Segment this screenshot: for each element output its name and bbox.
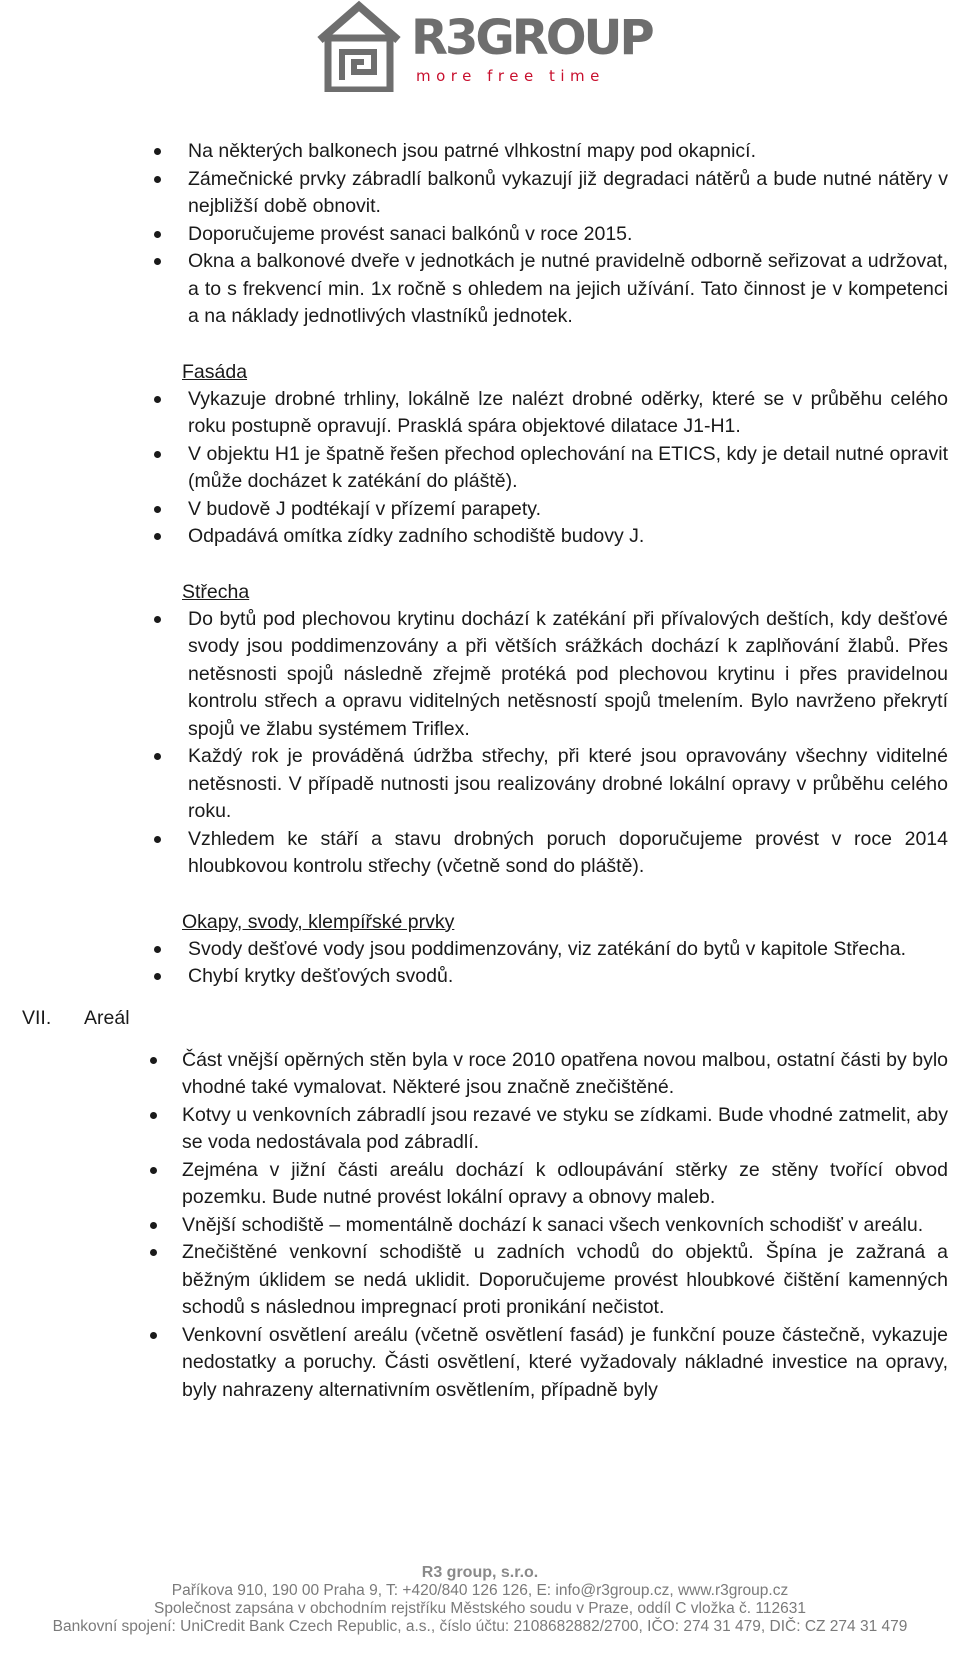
page-footer [0, 1564, 960, 1636]
list-item: Znečištěné venkovní schodiště u zadních vchodů do objektů. Špína je zažraná a běžným úklidem se nedá uklidit. Doporučujeme provést hloubkové čištění kamenných schodů s následnou impregnací proti pronikání nečistot. [0, 1239, 960, 1322]
list-item: Zejména v jižní části areálu dochází k odloupávání stěrky ze stěny tvořící obvod pozemku. Bude nutné provést lokální opravy a obnovy maleb. [0, 1157, 960, 1212]
list-item: V budově J podtékají v přízemí parapety. [0, 496, 960, 524]
list-item: Chybí krytky dešťových svodů. [0, 963, 960, 991]
house-logo-icon [316, 0, 402, 92]
list-item: Část vnější opěrných stěn byla v roce 2010 opatřena novou malbou, ostatní části by bylo vhodné také vymalovat. Některé jsou značně znečištěné. [0, 1047, 960, 1102]
list-item: V objektu H1 je špatně řešen přechod oplechování na ETICS, kdy je detail nutné opravit (může docházet k zatékání do pláště). [0, 441, 960, 496]
logo-wordmark: R3GROUP [411, 10, 652, 66]
list-item: Svody dešťové vody jsou poddimenzovány, viz zatékání do bytů v kapitole Střecha. [0, 936, 960, 964]
fasada-list [0, 386, 960, 551]
chapter-title: Areál [84, 1006, 130, 1029]
list-item: Každý rok je prováděná údržba střechy, při které jsou opravovány všechny viditelné netěsnosti. V případě nutnosti jsou realizovány drobné lokální opravy v průběhu celého roku. [0, 743, 960, 826]
strecha-list [0, 606, 960, 881]
list-item: Odpadává omítka zídky zadního schodiště budovy J. [0, 523, 960, 551]
footer-registry: Společnost zapsána v obchodním rejstříku Městského soudu v Praze, oddíl C vložka č. 112631 [154, 1600, 806, 1617]
list-item: Venkovní osvětlení areálu (včetně osvětlení fasád) je funkční pouze částečně, vykazuje nedostatky a poruchy. Části osvětlení, které vyžadovaly nákladné investice na opravy, byly nahrazeny alternativním osvětlením, případně byly [0, 1322, 960, 1405]
list-item: Okna a balkonové dveře v jednotkách je nutné pravidelně odborně seřizovat a udržovat, a to s frekvencí min. 1x ročně s ohledem na jejich užívání. Tato činnost je v kompetenci a na náklady jednotlivých vlastníků jednotek. [0, 248, 960, 331]
list-item: Vykazuje drobné trhliny, lokálně lze nalézt drobné oděrky, které se v průběhu celého roku postupně opravují. Prasklá spára objektové dilatace J1-H1. [0, 386, 960, 441]
footer-bank: Bankovní spojení: UniCredit Bank Czech Republic, a.s., číslo účtu: 2108682882/2700, IČO: 274 31 479, DIČ: CZ 274 31 479 [52, 1618, 908, 1635]
areal-list [0, 1047, 960, 1405]
list-item: Doporučujeme provést sanaci balkónů v roce 2015. [0, 221, 960, 249]
list-item: Vnější schodiště – momentálně dochází k sanaci všech venkovních schodišť v areálu. [0, 1212, 960, 1240]
footer-company: R3 group, s.r.o. [421, 1564, 539, 1581]
list-item: Kotvy u venkovních zábradlí jsou rezavé ve styku se zídkami. Bude vhodné zatmelit, aby se voda nedostávala pod zábradlí. [0, 1102, 960, 1157]
document-body [0, 138, 960, 1404]
chapter-heading [0, 1005, 960, 1033]
list-item: Do bytů pod plechovou krytinu dochází k zatékání při přívalových deštích, kdy dešťové svody jsou poddimenzovány a při větších srážkách dochází k zaplňování žlabů. Přes netěsnosti spojů následně zřejmě protéká pod plechovou krytinu i přes pravidelnou kontrolu střech a opravu viditelných netěsností spojů tmelením. Bylo navrženo překrytí spojů ve žlabu systémem Triflex. [0, 606, 960, 744]
chapter-number: VII. [22, 1006, 52, 1029]
section-title-fasada: Fasáda [182, 360, 248, 383]
section-title-okapy: Okapy, svody, klempířské prvky [182, 910, 455, 933]
section-title-strecha: Střecha [182, 580, 250, 603]
list-item: Na některých balkonech jsou patrné vlhkostní mapy pod okapnicí. [0, 138, 960, 166]
list-item: Zámečnické prvky zábradlí balkonů vykazují již degradaci nátěrů a bude nutné nátěry v nejbližší době obnovit. [0, 166, 960, 221]
list-item: Vzhledem ke stáří a stavu drobných poruch doporučujeme provést v roce 2014 hloubkovou kontrolu střechy (včetně sond do pláště). [0, 826, 960, 881]
logo-tagline: more free time [416, 67, 605, 85]
intro-list [0, 138, 960, 331]
r3group-logo [316, 0, 652, 94]
footer-address: Paříkova 910, 190 00 Praha 9, T: +420/840 126 126, E: info@r3group.cz, www.r3group.cz [171, 1582, 789, 1599]
okapy-list [0, 936, 960, 991]
page-header [0, 0, 960, 100]
